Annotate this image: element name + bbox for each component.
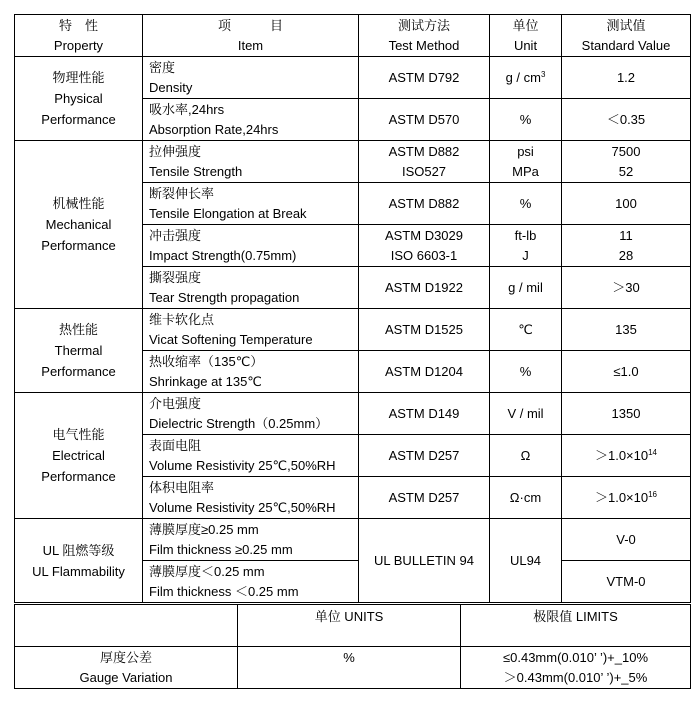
header-value-zh: 测试值 (606, 17, 646, 33)
unit-impact-2: J (522, 247, 529, 263)
unit-volume-resistivity: Ω·cm (490, 477, 562, 519)
gauge-limit-1: ≤0.43mm(0.010’ ’)+_10% (502, 649, 649, 665)
method-dielectric: ASTM D149 (359, 393, 490, 435)
method-vicat: ASTM D1525 (359, 309, 490, 351)
item-film-thin-zh: 薄膜厚度＜0.25 mm (149, 563, 265, 579)
item-elongation (143, 183, 359, 225)
header-method (359, 15, 490, 57)
item-shrinkage-zh: 热收缩率（135℃） (149, 353, 264, 369)
item-absorption (143, 99, 359, 141)
category-thermal-en1: Thermal (54, 343, 103, 358)
category-ul-en: UL Flammability (32, 563, 125, 579)
value-surface-exponent: 14 (648, 447, 658, 457)
value-vicat: 135 (562, 309, 691, 351)
item-dielectric (143, 393, 359, 435)
value-volume-resistivity (562, 477, 691, 519)
header-method-en: Test Method (388, 37, 460, 53)
gauge-label-en: Gauge Variation (79, 669, 173, 685)
gauge-label (15, 647, 238, 689)
value-surface-resistance (562, 435, 691, 477)
method-elongation: ASTM D882 (359, 183, 490, 225)
category-mechanical-zh: 机械性能 (52, 196, 105, 211)
item-dielectric-en: Dielectric Strength（0.25mm） (149, 415, 329, 431)
category-electrical-en1: Electrical (52, 448, 105, 463)
item-vicat-zh: 维卡软化点 (149, 311, 215, 327)
item-surface-resistance-en: Volume Resistivity 25℃,50%RH (149, 457, 336, 473)
category-mechanical (15, 141, 143, 309)
category-physical-en1: Physical (54, 91, 103, 106)
item-film-thick (143, 519, 359, 561)
category-thermal-en2: Performance (41, 364, 116, 379)
header-value (562, 15, 691, 57)
value-absorption: ＜0.35 (562, 99, 691, 141)
unit-ul: UL94 (490, 519, 562, 603)
gauge-unit (238, 647, 461, 689)
unit-tensile-2: MPa (512, 163, 539, 179)
value-impact-2: 28 (618, 247, 634, 263)
item-vicat (143, 309, 359, 351)
unit-density-sup: 3 (540, 69, 546, 79)
item-vicat-en: Vicat Softening Temperature (149, 331, 313, 347)
category-mechanical-en1: Mechanical (45, 217, 112, 232)
row-dielectric (15, 393, 691, 435)
method-impact (359, 225, 490, 267)
gauge-units-label: 单位 UNITS (314, 609, 384, 624)
header-unit-en: Unit (513, 37, 538, 53)
value-tensile (562, 141, 691, 183)
method-tensile-1: ASTM D882 (388, 143, 460, 159)
item-elongation-en: Tensile Elongation at Break (149, 205, 307, 221)
value-impact-1: 11 (619, 227, 633, 243)
header-item-zh: 项 目 (217, 17, 283, 33)
row-ul-thick (15, 519, 691, 561)
category-ul (15, 519, 143, 603)
item-volume-resistivity-en: Volume Resistivity 25℃,50%RH (149, 499, 336, 515)
value-tensile-1: 7500 (611, 143, 641, 159)
unit-tensile-1: psi (517, 143, 534, 159)
method-ul: UL BULLETIN 94 (359, 519, 490, 603)
item-film-thick-zh: 薄膜厚度≥0.25 mm (149, 521, 259, 537)
value-density: 1.2 (562, 57, 691, 99)
method-absorption: ASTM D570 (359, 99, 490, 141)
value-shrinkage: ≤1.0 (562, 351, 691, 393)
header-value-en: Standard Value (581, 37, 671, 53)
category-physical-en2: Performance (41, 112, 116, 127)
header-method-zh: 测试方法 (397, 17, 450, 33)
item-shrinkage (143, 351, 359, 393)
unit-density-base: g / cm (505, 69, 541, 85)
unit-density (490, 57, 562, 99)
item-tensile-zh: 拉伸强度 (149, 143, 202, 159)
item-tear-zh: 撕裂强度 (149, 269, 202, 285)
header-item (143, 15, 359, 57)
item-absorption-en: Absorption Rate,24hrs (149, 121, 279, 137)
value-tear: ＞30 (562, 267, 691, 309)
category-physical-zh: 物理性能 (52, 70, 105, 85)
unit-impact-1: ft-lb (514, 227, 537, 243)
item-density-zh: 密度 (149, 59, 176, 75)
unit-absorption: % (490, 99, 562, 141)
item-absorption-zh: 吸水率,24hrs (149, 101, 225, 117)
category-electrical (15, 393, 143, 519)
method-impact-2: ISO 6603-1 (390, 247, 458, 263)
row-density (15, 57, 691, 99)
item-shrinkage-en: Shrinkage at 135℃ (149, 373, 262, 389)
item-tear-en: Tear Strength propagation (149, 289, 300, 305)
item-impact (143, 225, 359, 267)
header-property-zh: 特 性 (58, 17, 98, 33)
category-ul-zh: UL 阻燃等级 (42, 542, 115, 558)
value-volume-base: ＞1.0×10 (594, 489, 649, 505)
header-unit-zh: 单位 (512, 17, 539, 33)
item-dielectric-zh: 介电强度 (149, 395, 202, 411)
item-density-en: Density (149, 79, 193, 95)
gauge-header-units (238, 605, 461, 647)
method-tensile-2: ISO527 (401, 163, 447, 179)
unit-impact (490, 225, 562, 267)
gauge-row (15, 647, 691, 689)
item-impact-zh: 冲击强度 (149, 227, 202, 243)
method-density: ASTM D792 (359, 57, 490, 99)
value-volume-exponent: 16 (648, 489, 658, 499)
header-item-en: Item (237, 37, 264, 53)
item-surface-resistance (143, 435, 359, 477)
header-row (15, 15, 691, 57)
item-film-thin (143, 561, 359, 603)
gauge-header-limits (461, 605, 691, 647)
row-vicat (15, 309, 691, 351)
category-physical (15, 57, 143, 141)
category-electrical-en2: Performance (41, 469, 116, 484)
category-mechanical-en2: Performance (41, 238, 116, 253)
header-property (15, 15, 143, 57)
item-tensile (143, 141, 359, 183)
value-impact (562, 225, 691, 267)
gauge-limits-label: 极限值 LIMITS (533, 609, 618, 624)
category-thermal-zh: 热性能 (58, 322, 98, 337)
value-dielectric: 1350 (562, 393, 691, 435)
value-surface-base: ＞1.0×10 (594, 447, 649, 463)
method-tensile (359, 141, 490, 183)
header-unit (490, 15, 562, 57)
gauge-limits (461, 647, 691, 689)
gauge-header-row (15, 605, 691, 647)
value-tensile-2: 52 (618, 163, 634, 179)
value-elongation: 100 (562, 183, 691, 225)
gauge-limit-2: ＞0.43mm(0.010’ ’)+_5% (503, 669, 648, 685)
method-volume-resistivity: ASTM D257 (359, 477, 490, 519)
value-ul-thick: V-0 (562, 519, 691, 561)
method-impact-1: ASTM D3029 (384, 227, 464, 243)
unit-tear: g / mil (490, 267, 562, 309)
item-tensile-en: Tensile Strength (149, 163, 243, 179)
unit-tensile (490, 141, 562, 183)
item-tear (143, 267, 359, 309)
header-property-en: Property (53, 37, 104, 53)
value-ul-thin: VTM-0 (562, 561, 691, 603)
gauge-label-zh: 厚度公差 (99, 649, 152, 665)
item-surface-resistance-zh: 表面电阻 (149, 437, 202, 453)
item-elongation-zh: 断裂伸长率 (149, 185, 215, 201)
gauge-header-blank (15, 605, 238, 647)
gauge-table (14, 604, 691, 689)
gauge-unit-value: % (343, 650, 355, 665)
item-film-thick-en: Film thickness ≥0.25 mm (149, 541, 293, 557)
unit-elongation: % (490, 183, 562, 225)
item-impact-en: Impact Strength(0.75mm) (149, 247, 297, 263)
category-thermal (15, 309, 143, 393)
spec-table (14, 14, 691, 603)
unit-dielectric: V / mil (490, 393, 562, 435)
item-volume-resistivity-zh: 体积电阻率 (149, 479, 215, 495)
item-film-thin-en: Film thickness ＜0.25 mm (149, 583, 299, 599)
unit-surface-resistance: Ω (490, 435, 562, 477)
row-tensile (15, 141, 691, 183)
item-density (143, 57, 359, 99)
unit-vicat: ℃ (490, 309, 562, 351)
item-volume-resistivity (143, 477, 359, 519)
method-shrinkage: ASTM D1204 (359, 351, 490, 393)
method-tear: ASTM D1922 (359, 267, 490, 309)
unit-shrinkage: % (490, 351, 562, 393)
method-surface-resistance: ASTM D257 (359, 435, 490, 477)
category-electrical-zh: 电气性能 (52, 427, 105, 442)
